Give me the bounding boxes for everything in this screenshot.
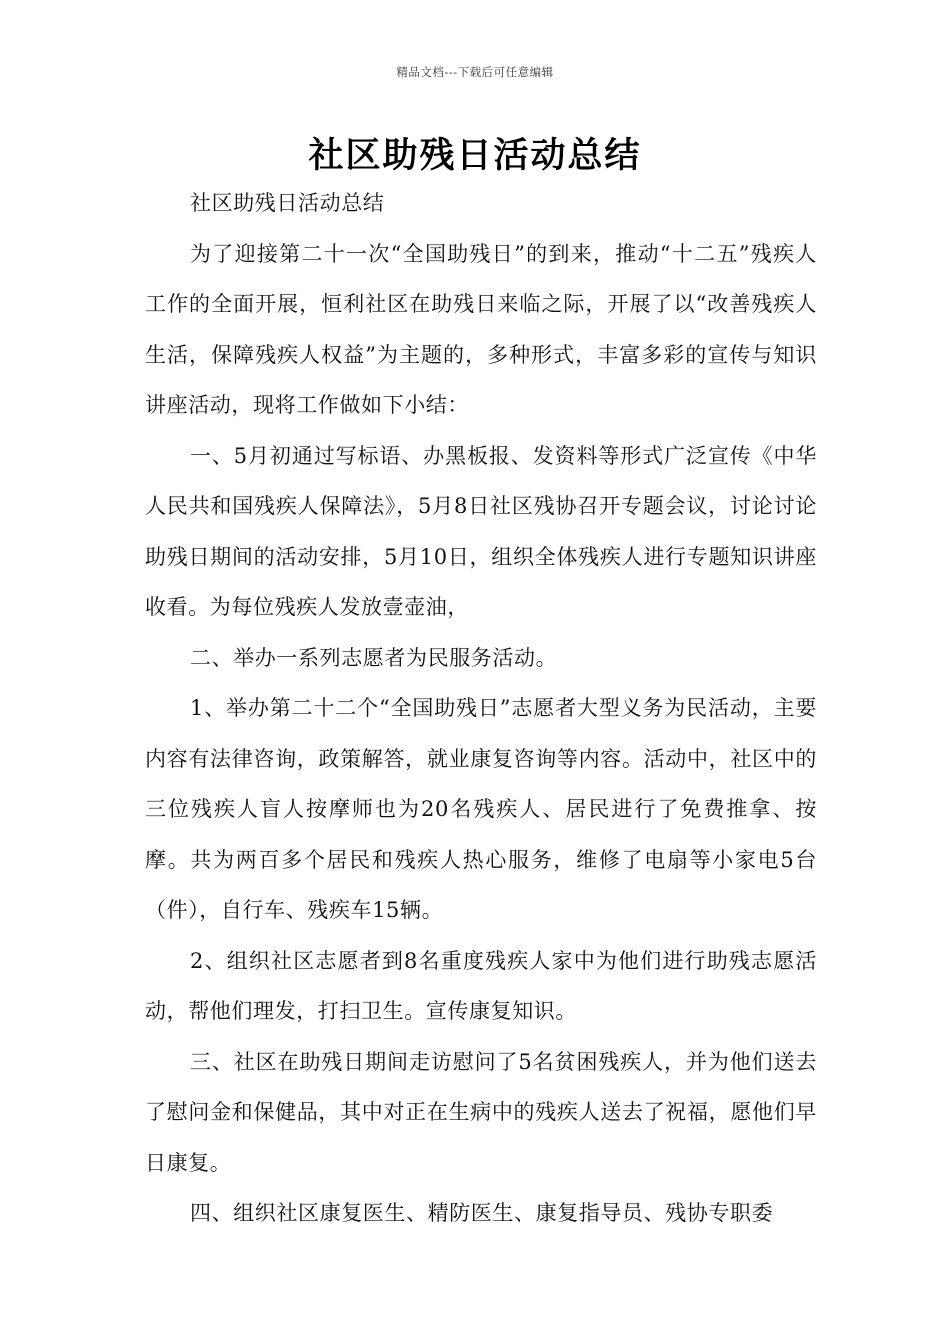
document-title: 社区助残日活动总结 bbox=[308, 136, 642, 176]
paragraph-section-2-item-2: 2、组织社区志愿者到8名重度残疾人家中为他们进行助残志愿活动，帮他们理发，打扫卫生。宣传康复知识。 bbox=[145, 948, 817, 1023]
header-note: 精品文档---下载后可任意编辑 bbox=[396, 65, 554, 79]
paragraph-section-4: 四、组织社区康复医生、精防医生、康复指导员、残协专职委 bbox=[190, 1201, 774, 1225]
paragraph-subtitle: 社区助残日活动总结 bbox=[190, 191, 385, 215]
paragraph-section-3: 三、社区在助残日期间走访慰问了5名贫困残疾人，并为他们送去了慰问金和保健品，其中对正在生病中的残疾人送去了祝福，愿他们早日康复。 bbox=[145, 1049, 817, 1175]
paragraph-intro: 为了迎接第二十一次“全国助残日”的到来，推动“十二五”残疾人工作的全面开展，恒利社区在助残日来临之际，开展了以“改善残疾人生活，保障残疾人权益”为主题的，多种形式，丰富多彩的宣传与知识讲座活动，现将工作做如下小结： bbox=[145, 241, 817, 417]
paragraph-section-2-item-1: 1、举办第二十二个“全国助残日”志愿者大型义务为民活动，主要内容有法律咨询，政策解答，就业康复咨询等内容。活动中，社区中的三位残疾人盲人按摩师也为20名残疾人、居民进行了免费推拿、按摩。共为两百多个居民和残疾人热心服务，维修了电扇等小家电5台（件），自行车、残疾车15辆。 bbox=[145, 696, 817, 922]
paragraph-section-2: 二、举办一系列志愿者为民服务活动。 bbox=[190, 645, 558, 670]
paragraph-section-1: 一、5月初通过写标语、办黑板报、发资料等形式广泛宣传《中华人民共和国残疾人保障法》，5月8日社区残协召开专题会议，讨论讨论助残日期间的活动安排，5月10日，组织全体残疾人进行专题知识讲座收看。为每位残疾人发放壹壶油， bbox=[145, 443, 817, 619]
document-body bbox=[145, 178, 817, 1239]
